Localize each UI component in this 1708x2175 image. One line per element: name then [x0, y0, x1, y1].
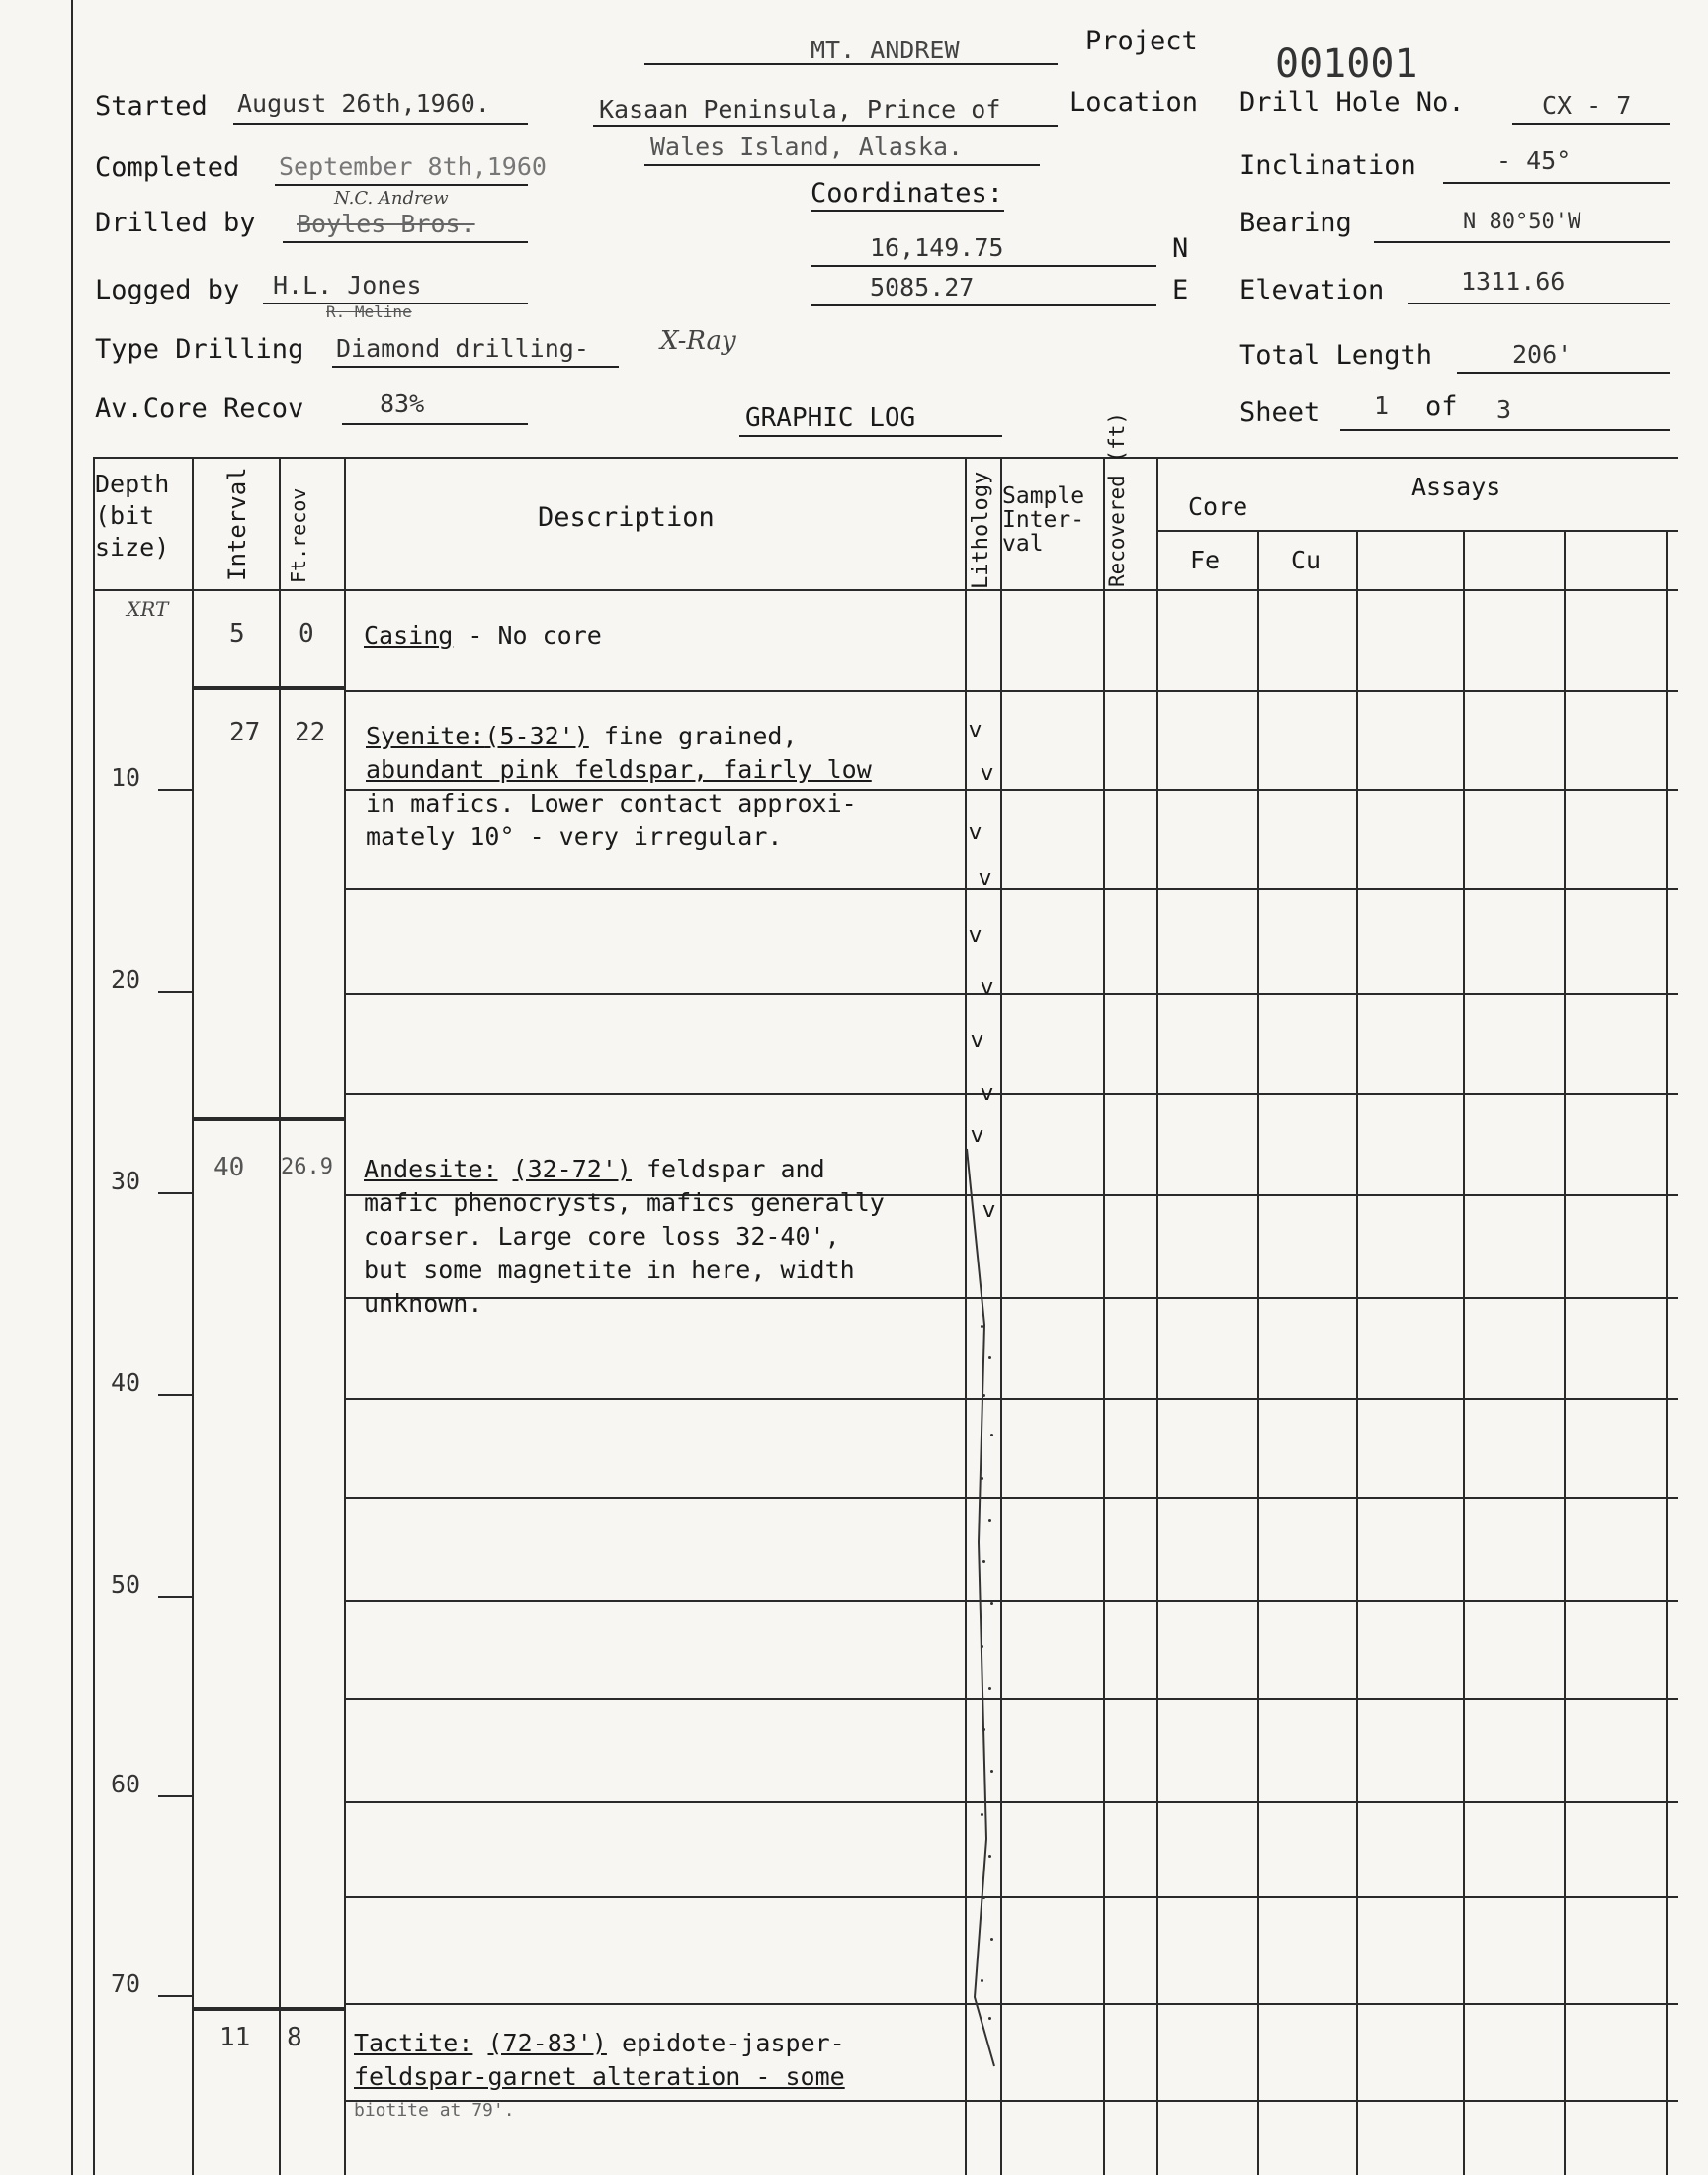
inclination-value: - 45°: [1496, 146, 1572, 175]
core-subheader-line: [1156, 530, 1678, 532]
description-text: abundant pink feldspar, fairly low: [366, 755, 872, 784]
lithology-header: Lithology: [969, 471, 993, 589]
depth-tick-30: [158, 1192, 192, 1194]
lithology-dot: [981, 1979, 983, 1982]
assay-col-line-1: [1463, 530, 1465, 2175]
depth-tick-40: [158, 1394, 192, 1396]
depth-mark-60: 60: [111, 1770, 141, 1798]
sheet-total: 3: [1496, 395, 1512, 424]
interval-boundary: [192, 2007, 344, 2011]
logged-by-struck: R. Meline: [326, 303, 412, 321]
description-text: feldspar-garnet alteration - some: [354, 2062, 845, 2091]
lithology-dot: [981, 1477, 983, 1480]
assays-header: Assays: [1411, 473, 1501, 501]
coord-north-value: 16,149.75: [870, 233, 1004, 262]
lithology-dot: [990, 1938, 993, 1941]
project-label: Project: [1085, 26, 1198, 56]
bearing-value: N 80°50'W: [1463, 210, 1581, 234]
lithology-check-mark: v: [981, 975, 994, 1000]
drilled-by-label: Drilled by: [95, 208, 256, 238]
lithology-title: Andesite:: [364, 1155, 498, 1183]
page-left-rule: [71, 0, 73, 2175]
project-value: MT. ANDREW: [811, 36, 960, 64]
depth-tick-70: [158, 1995, 192, 1997]
elevation-underline: [1408, 303, 1670, 304]
elevation-label: Elevation: [1239, 275, 1385, 305]
recov-header: Ft.recov: [287, 487, 310, 583]
row-description: [364, 619, 602, 652]
total-length-value: 206': [1512, 340, 1573, 369]
completed-label: Completed: [95, 152, 240, 183]
row-line: [344, 993, 1678, 995]
lithology-boundary-line: [965, 1147, 1000, 2076]
core-header: Core: [1188, 492, 1248, 521]
desc-col-line: [344, 457, 346, 2175]
row-line: [344, 1600, 1678, 1602]
lithology-dot: [988, 2017, 991, 2020]
depth-mark-50: 50: [111, 1570, 141, 1599]
lithology-check-mark: v: [979, 866, 992, 891]
lithology-check-mark: v: [971, 1123, 984, 1148]
description-text: mately 10° - very irregular.: [366, 823, 783, 851]
elevation-value: 1311.66: [1461, 267, 1566, 296]
core-col-line: [1156, 457, 1158, 2175]
header-bottom-line: [93, 589, 1678, 591]
coordinates-underline: [811, 210, 1004, 212]
cu-assay-col-line: [1356, 530, 1358, 2175]
av-core-recov-underline: [342, 423, 528, 425]
sample-interval-header: Sample Inter- val: [1002, 483, 1085, 557]
lithology-dot: [982, 1896, 985, 1899]
row-line: [344, 1398, 1678, 1400]
drill-hole-label: Drill Hole No.: [1239, 87, 1465, 118]
started-label: Started: [95, 91, 208, 122]
depth-tick-50: [158, 1596, 192, 1598]
location-line1: Kasaan Peninsula, Prince of: [599, 95, 1001, 124]
coord-east-underline: [811, 304, 1156, 306]
inclination-underline: [1443, 182, 1670, 184]
depth-mark-10: 10: [111, 763, 141, 792]
stamp-number: 001001: [1275, 42, 1418, 87]
lithology-dot: [981, 1325, 983, 1328]
row-recov: 0: [299, 619, 314, 649]
av-core-recov-label: Av.Core Recov: [95, 393, 304, 424]
lithology-check-mark: v: [971, 1028, 984, 1053]
drilled-by-underline: [283, 241, 528, 243]
location-underline-2: [644, 164, 1040, 166]
location-label: Location: [1069, 87, 1199, 118]
lithology-check-mark: v: [982, 1198, 996, 1223]
drilled-by-handwritten: N.C. Andrew: [334, 188, 449, 209]
location-line2: Wales Island, Alaska.: [650, 132, 964, 161]
description-text: - No core: [468, 621, 602, 650]
lithology-title: Syenite:: [366, 722, 485, 750]
av-core-recov-value: 83%: [380, 390, 425, 418]
recovered-col-line: [1103, 457, 1105, 2175]
coord-north-underline: [811, 265, 1156, 267]
description-text: but some magnetite in here, width: [364, 1256, 855, 1284]
lithology-dot: [981, 1645, 983, 1648]
lithology-dot: [990, 1434, 993, 1436]
table-left-border: [93, 457, 95, 2175]
sheet-value: 1: [1374, 392, 1390, 420]
coord-north-label: N: [1172, 233, 1189, 264]
sample-col-line: [1000, 457, 1002, 2175]
total-length-underline: [1457, 372, 1670, 374]
lithology-title: Tactite:: [354, 2029, 473, 2057]
drill-hole-underline: [1512, 123, 1670, 125]
row-line: [344, 1497, 1678, 1499]
row-line: [344, 2003, 1678, 2005]
lithology-check-mark: v: [969, 821, 982, 845]
description-text: unknown.: [364, 1289, 483, 1318]
description-text: epidote-jasper-: [606, 2029, 845, 2057]
row-interval: 11: [219, 2023, 251, 2052]
description-text: fine grained,: [588, 722, 798, 750]
started-value: August 26th,1960.: [237, 89, 490, 118]
description-text: mafic phenocrysts, mafics generally: [364, 1188, 885, 1217]
row-line: [344, 1093, 1678, 1095]
assay-col-line-3: [1666, 530, 1668, 2175]
lithology-check-mark: v: [981, 761, 994, 786]
table-top-border: [93, 457, 1678, 459]
lithology-dot: [981, 1813, 983, 1816]
description-text: in mafics. Lower contact approxi-: [366, 789, 857, 818]
lithology-dot: [990, 1602, 993, 1605]
fe-header: Fe: [1190, 546, 1221, 574]
depth-range: (32-72'): [512, 1155, 632, 1183]
depth-tick-10: [158, 789, 192, 791]
recov-col-line: [279, 457, 281, 2175]
coord-east-label: E: [1172, 275, 1189, 305]
recovered-header: Recovered (ft): [1105, 411, 1129, 587]
row-line: [344, 1801, 1678, 1803]
interval-col-line: [192, 457, 194, 2175]
lithology-dot: [988, 1356, 991, 1359]
fe-cu-col-line: [1257, 530, 1259, 2175]
row-line: [344, 1896, 1678, 1898]
lithology-check-mark: v: [969, 718, 982, 742]
row-recov: 8: [287, 2023, 302, 2052]
drill-hole-value: CX - 7: [1542, 91, 1632, 120]
lithology-dot: [982, 1394, 985, 1397]
bearing-label: Bearing: [1239, 208, 1352, 238]
lithology-dot: [982, 1728, 985, 1731]
lithology-title: Casing: [364, 621, 454, 650]
interval-boundary: [192, 686, 344, 690]
type-drilling-value: Diamond drilling-: [336, 334, 589, 363]
drilled-by-struck: Boyles Bros.: [297, 210, 475, 238]
assay-col-line-2: [1564, 530, 1566, 2175]
lithology-dot: [988, 1519, 991, 1522]
row-recov: 22: [295, 718, 326, 747]
location-underline-1: [593, 125, 1058, 127]
type-drilling-handwritten: X-Ray: [660, 326, 736, 356]
graphic-log-underline: [739, 435, 1002, 437]
row-description: [364, 1153, 885, 1321]
bearing-underline: [1374, 241, 1670, 243]
coordinates-label: Coordinates:: [811, 178, 1004, 209]
completed-value: September 8th,1960: [279, 152, 547, 181]
depth-tick-20: [158, 991, 192, 993]
row-interval: 27: [229, 718, 261, 747]
depth-mark-70: 70: [111, 1969, 141, 1998]
depth-tick-60: [158, 1795, 192, 1797]
description-text: feldspar and: [631, 1155, 825, 1183]
lithology-dot: [988, 1855, 991, 1858]
row-line: [344, 1698, 1678, 1700]
coord-east-value: 5085.27: [870, 273, 975, 302]
description-text: biotite at 79'.: [354, 2100, 515, 2121]
depth-header: Depth (bit size): [95, 470, 170, 562]
lithology-dot: [990, 1770, 993, 1773]
row-line: [344, 888, 1678, 890]
type-drilling-underline: [332, 366, 619, 368]
lithology-check-mark: v: [969, 923, 982, 948]
lithology-dot: [988, 1687, 991, 1690]
type-drilling-label: Type Drilling: [95, 334, 304, 365]
logged-by-underline: [263, 303, 528, 304]
depth-mark-40: 40: [111, 1368, 141, 1397]
total-length-label: Total Length: [1239, 340, 1433, 371]
project-underline: [644, 63, 1058, 65]
row-interval: 40: [214, 1153, 245, 1182]
lithology-dot: [982, 1560, 985, 1563]
logged-by-label: Logged by: [95, 275, 240, 305]
row-recov: 26.9: [281, 1155, 333, 1179]
started-underline: [233, 123, 528, 125]
depth-range: (5-32'): [484, 722, 589, 750]
sheet-underline: [1340, 429, 1670, 431]
sheet-label: Sheet: [1239, 397, 1321, 428]
lithology-check-mark: v: [981, 1082, 994, 1106]
cu-header: Cu: [1291, 546, 1322, 574]
interval-header: Interval: [223, 467, 251, 581]
sheet-of-label: of: [1425, 392, 1458, 422]
description-header: Description: [538, 502, 715, 533]
row-line: [344, 690, 1678, 692]
row-interval: 5: [229, 619, 245, 649]
row-description: [366, 720, 872, 854]
description-text: coarser. Large core loss 32-40',: [364, 1222, 840, 1251]
depth-mark-30: 30: [111, 1167, 141, 1195]
row-description: [354, 2027, 845, 2128]
logged-by-value: H.L. Jones: [273, 271, 422, 300]
completed-underline: [275, 184, 528, 186]
depth-mark-20: 20: [111, 965, 141, 994]
bit-size: XRT: [127, 597, 169, 621]
graphic-log-title: GRAPHIC LOG: [745, 403, 916, 433]
interval-boundary: [192, 1117, 344, 1121]
inclination-label: Inclination: [1239, 150, 1416, 181]
depth-range: (72-83'): [487, 2029, 607, 2057]
